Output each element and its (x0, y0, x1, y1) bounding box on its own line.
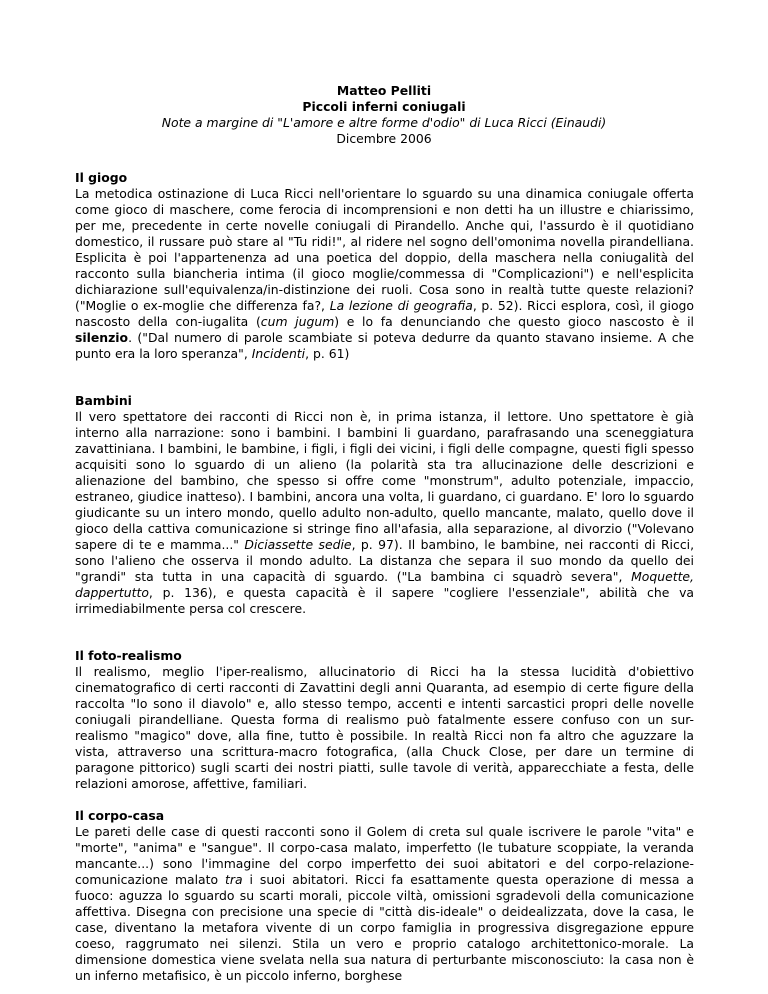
section-heading: Il corpo-casa (75, 808, 165, 823)
author-name: Matteo Pelliti (336, 83, 432, 98)
text-run: , p. 52). Ricci esplora, così, il giogo nascosto della con-iugalita ( (75, 298, 694, 329)
section-il-foto-realismo (75, 648, 694, 792)
text-run: Le pareti delle case di questi racconti sono il Golem di creta sul quale iscrivere le parole "vita" e "morte", "anima" e "sangue". Il corpo-casa malato, imperfetto (le tubature scoppiate, la veranda mancante...) sono l'immagine del corpo imperfetto dei suoi abitatori e del corpo-relazione-comunicazione malato (75, 824, 694, 887)
text-run: i suoi abitatori. Ricci fa esattamente questa operazione di messa a fuoco: aguzza lo sguardo su scarti morali, piccole viltà, omissioni sgradevoli della comunicazione affettiva. Disegna con precisione una specie di "città dis-ideale" o deidealizzata, dove la casa, le case, diventano la metafora vivente di un corpo famiglia in progressiva disgregazione eppure coeso, raggrumato nei silenzi. Stila un vero e proprio catalogo architettonico-morale. La dimensione domestica viene svelata nella sua natura di perturbante misconosciuto: la casa non è un inferno metafisico, è un piccolo inferno, borghese (75, 872, 694, 983)
text-run: . ("Dal numero di parole scambiate si poteva dedurre da quanto stavano insieme. A che punto era la loro speranza", (75, 330, 694, 361)
section-il-giogo (75, 170, 694, 362)
section-heading: Il foto-realismo (75, 648, 182, 663)
section-heading: Bambini (75, 393, 132, 408)
section-il-corpo-casa (75, 808, 694, 984)
document-header (0, 83, 768, 147)
section-paragraph (75, 186, 694, 362)
italic-term: tra (225, 872, 243, 887)
text-run: , p. 61) (305, 346, 350, 361)
italic-title: Incidenti (251, 346, 306, 361)
italic-title: Moquette, dappertutto (75, 569, 694, 600)
italic-title: Diciassette sedie (244, 537, 352, 552)
document-subtitle: Note a margine di "L'amore e altre forme d'odio" di Luca Ricci (Einaudi) (161, 115, 607, 130)
document-date: Dicembre 2006 (336, 131, 432, 146)
text-run: , p. 97). Il bambino, le bambine, nei racconti di Ricci, sono l'alieno che osserva il mondo adulto. La distanza che separa il suo mondo da quello dei "grandi" sta tutta in una capacità di sguardo. ("La bambina ci squadrò severa", (75, 537, 695, 584)
text-run: Il realismo, meglio l'iper-realismo, allucinatorio di Ricci ha la stessa lucidità d'obiettivo cinematografico di certi racconti di Zavattini degli anni Quaranta, ad esempio di certe figure della raccolta "Io sono il diavolo" e, allo stesso tempo, accenti e intenti sarcastici propri delle novelle coniugali pirandelliane. Questa forma di realismo può fatalmente essere confuso con un sur-realismo "magico" dove, alla fine, tutto è possibile. In realtà Ricci non fa altro che aguzzare la vista, attraverso una scrittura-macro fotografica, (alla Chuck Close, per dare un termine di paragone pittorico) sugli scarti dei nostri piatti, sulle tavole di verità, apparecchiate a festa, delle relazioni amorose, affettive, familiari. (75, 664, 694, 791)
bold-term: silenzio (75, 330, 129, 345)
text-run: , p. 136), e questa capacità è il sapere "cogliere l'essenziale", abilità che va irrimediabilmente persa col crescere. (75, 585, 694, 616)
section-paragraph (75, 664, 694, 792)
text-run: ) e lo fa denunciando che questo gioco nascosto è il (334, 314, 694, 329)
section-paragraph (75, 824, 694, 984)
section-paragraph (75, 409, 694, 617)
text-run: Il vero spettatore dei racconti di Ricci non è, in prima istanza, il lettore. Uno spettatore è già interno alla narrazione: sono i bambini. I bambini li guardano, parafrasando una sceneggiatura zavattiniana. I bambini, le bambine, i figli, i figli dei vicini, i figli delle compagne, questi figli spesso acquisiti sono lo sguardo di un alieno (la polarità sta tra allucinazione delle descrizioni e alienazione del bambino, che spesso si offre come "monstrum", adulto potenziale, impaccio, estraneo, giudice inatteso). I bambini, ancora una volta, li guardano, ci guardano. E' loro lo sguardo giudicante su un intero mondo, quello adulto non-adulto, quello mancante, malato, quello dove il gioco della cattiva comunicazione si stringe fino all'afasia, alla separazione, al divorzio ("Volevano sapere di te e mamma..." (75, 409, 694, 552)
document-body (75, 170, 694, 984)
document-title: Piccoli inferni coniugali (302, 99, 466, 114)
section-bambini (75, 393, 694, 617)
italic-term: cum jugum (260, 314, 335, 329)
text-run: La metodica ostinazione di Luca Ricci nell'orientare lo sguardo su una dinamica coniugale offerta come gioco di maschere, come ferocia di incomprensioni e non detti ha un illustre e chiarissimo, per me, precedente in certe novelle coniugali di Pirandello. Anche qui, l'assurdo è il quotidiano domestico, il russare può stare al "Tu ridi!", al ridere nel sogno dell'omonima novella pirandelliana. Esplicita è poi l'appartenenza ad una poetica del doppio, della maschera nella coniugalità del racconto sulla biancheria intima (il gioco moglie/commessa di "Complicazioni") e nell'esplicita dichiarazione sull'equivalenza/in-distinzione dei ruoli. Cosa sono in realtà tutte queste relazioni? ("Moglie o ex-moglie che differenza fa?, (75, 186, 694, 313)
section-heading: Il giogo (75, 170, 128, 185)
italic-title: La lezione di geografia (329, 298, 473, 313)
